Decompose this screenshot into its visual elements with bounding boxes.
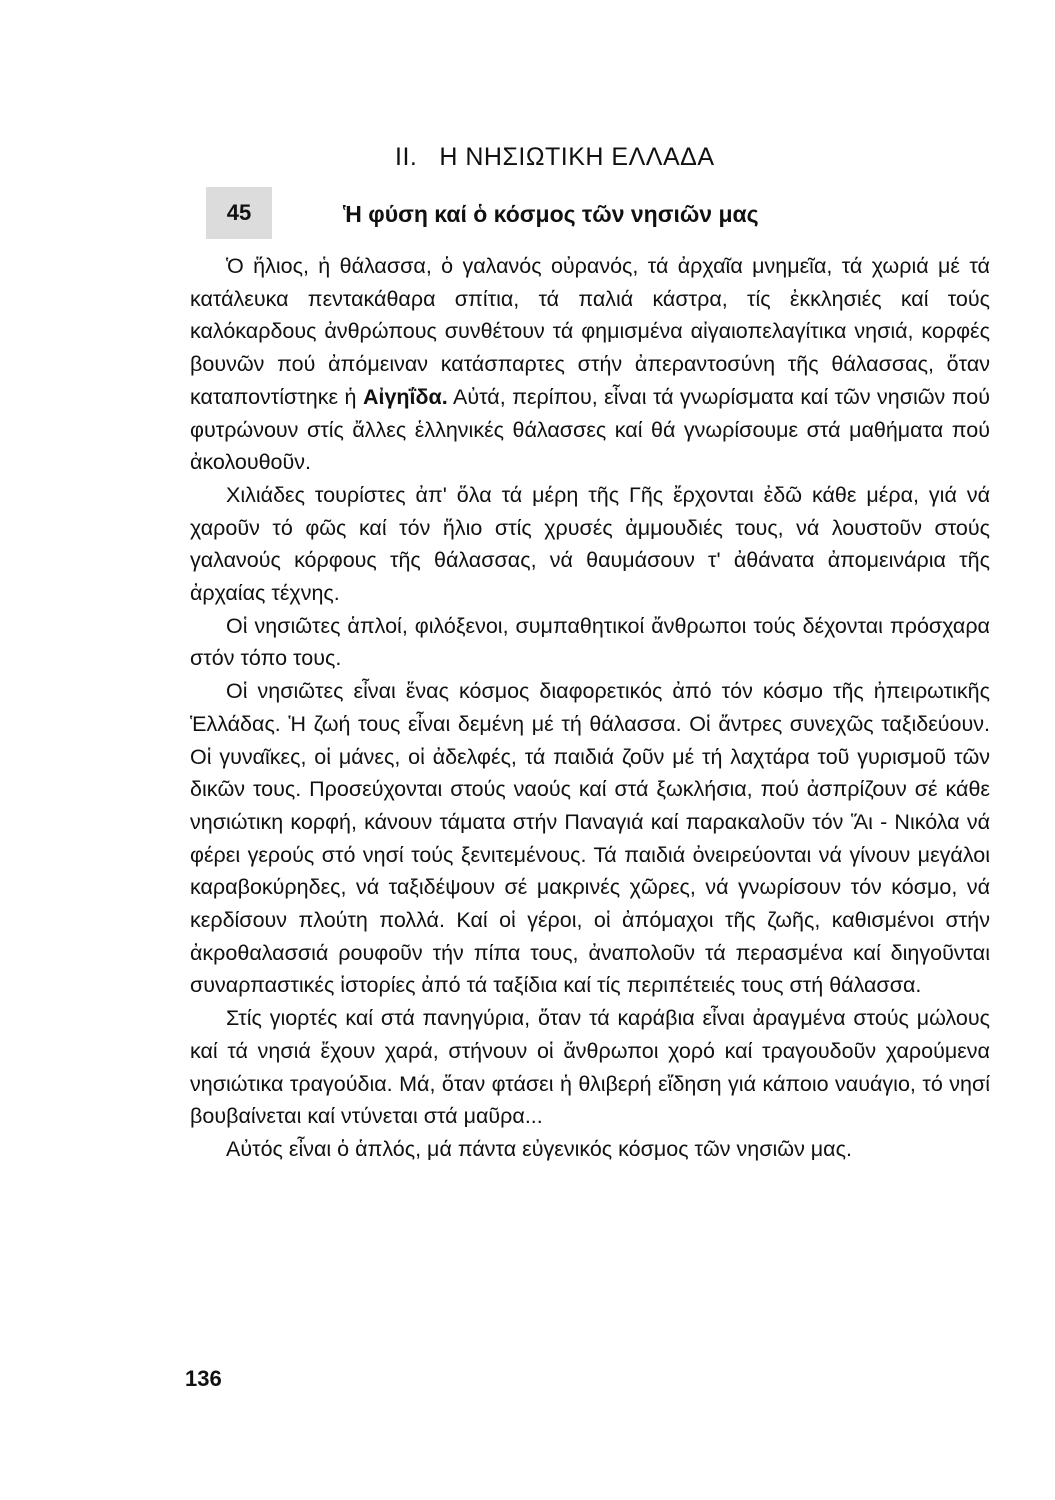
paragraph-2: Χιλιάδες τουρίστες ἀπ' ὅλα τά μέρη τῆς Γῆς ἔρχονται ἐδῶ κάθε μέρα, γιά νά χαροῦν τό φῶς καί τόν ἥλιο στίς χρυσές ἀμμουδιές τους, νά λουστοῦν στούς γαλανούς κόρφους τῆς θάλασσας, νά θαυμάσουν τ' ἀθάνατα ἀπομεινάρια τῆς ἀρχαίας τέχνης. (190, 482, 990, 606)
paragraph-3: Οἱ νησιῶτες ἁπλοί, φιλόξενοι, συμπαθητικοί ἄνθρωποι τούς δέχονται πρόσχαρα στόν τόπο τους. (190, 613, 990, 671)
paragraph-1-text-start: Ὁ ἥλιος, ἡ θάλασσα, ὁ γαλανός οὐρανός, τά ἀρχαῖα μνημεῖα, τά χωριά μέ τά κατάλευκα πεντακάθαρα σπίτια, τά παλιά κάστρα, τίς ἐκκλησιές καί τούς καλόκαρδους ἀνθρώπους συνθέτουν τά φημισμένα αἰγαιοπελαγίτικα νησιά, κορφές βουνῶν πού ἀπόμειναν κατάσπαρτες στήν ἀπεραντοσύνη τῆς θάλασσας, ὅταν καταποντίστηκε ἡ (190, 254, 990, 409)
paragraph-1 (190, 250, 990, 479)
paragraph-5: Στίς γιορτές καί στά πανηγύρια, ὅταν τά καράβια εἶναι ἀραγμένα στούς μώλους καί τά νησιά ἔχουν χαρά, στήνουν οἱ ἄνθρωποι χορό καί τραγουδοῦν χαρούμενα νησιώτικα τραγούδια. Μά, ὅταν φτάσει ἡ θλιβερή εἴδηση γιά κάποιο ναυάγιο, τό νησί βουβαίνεται καί ντύνεται στά μαῦρα... (190, 1006, 990, 1129)
page-number: 136 (185, 1366, 222, 1391)
aegean-term: Αἰγηΐδα. (362, 384, 448, 409)
paragraph-1-text-end: Αὐτά, περίπου, εἶναι τά γνωρίσματα καί τῶν νησιῶν πού φυτρώνουν στίς ἄλλες ἑλληνικές θάλασσες καί θά γνωρίσουμε στά μαθήματα πού ἀκολουθοῦν. (190, 384, 990, 475)
section-title: Η ΝΗΣΙΩΤΙΚΗ ΕΛΛΑΔΑ (439, 143, 715, 171)
lesson-number-badge: 45 (206, 187, 272, 239)
paragraph-4: Οἱ νησιῶτες εἶναι ἕνας κόσμος διαφορετικός ἀπό τόν κόσμο τῆς ἠπειρωτικῆς Ἑλλάδας. Ἡ ζωή τους εἶναι δεμένη μέ τή θάλασσα. Οἱ ἄντρες συνεχῶς ταξιδεύουν. Οἱ γυναῖκες, οἱ μάνες, οἱ ἀδελφές, τά παιδιά ζοῦν μέ τή λαχτάρα τοῦ γυρισμοῦ τῶν δικῶν τους. Προσεύχονται στούς ναούς καί στά ξωκλήσια, πού ἀσπρίζουν σέ κάθε νησιώτικη κορφή, κάνουν τάματα στήν Παναγιά καί παρακαλοῦν τόν Ἅι - Νικόλα νά φέρει γερούς στό νησί τούς ξενιτεμένους. Τά παιδιά ὀνειρεύονται νά γίνουν μεγάλοι καραβοκύρηδες, νά ταξιδέψουν σέ μακρινές χῶρες, νά γνωρίσουν τόν κόσμο, νά κερδίσουν πλούτη πολλά. Καί οἱ γέροι, οἱ ἀπόμαχοι τῆς ζωῆς, καθισμένοι στήν ἀκροθαλασσιά ρουφοῦν τήν πίπα τους, ἀναπολοῦν τά περασμένα καί διηγοῦνται συναρπαστικές ἱστορίες ἀπό τά ταξίδια καί τίς περιπέτειές τους στή θάλασσα. (190, 679, 990, 998)
lesson-title: Ἡ φύση καί ὁ κόσμος τῶν νησιῶν μας (343, 201, 759, 227)
section-number: II. (395, 143, 418, 171)
section-heading (395, 143, 715, 172)
body-text (190, 250, 990, 1166)
paragraph-6: Αὐτός εἶναι ὁ ἁπλός, μά πάντα εὐγενικός κόσμος τῶν νησιῶν μας. (226, 1136, 852, 1161)
